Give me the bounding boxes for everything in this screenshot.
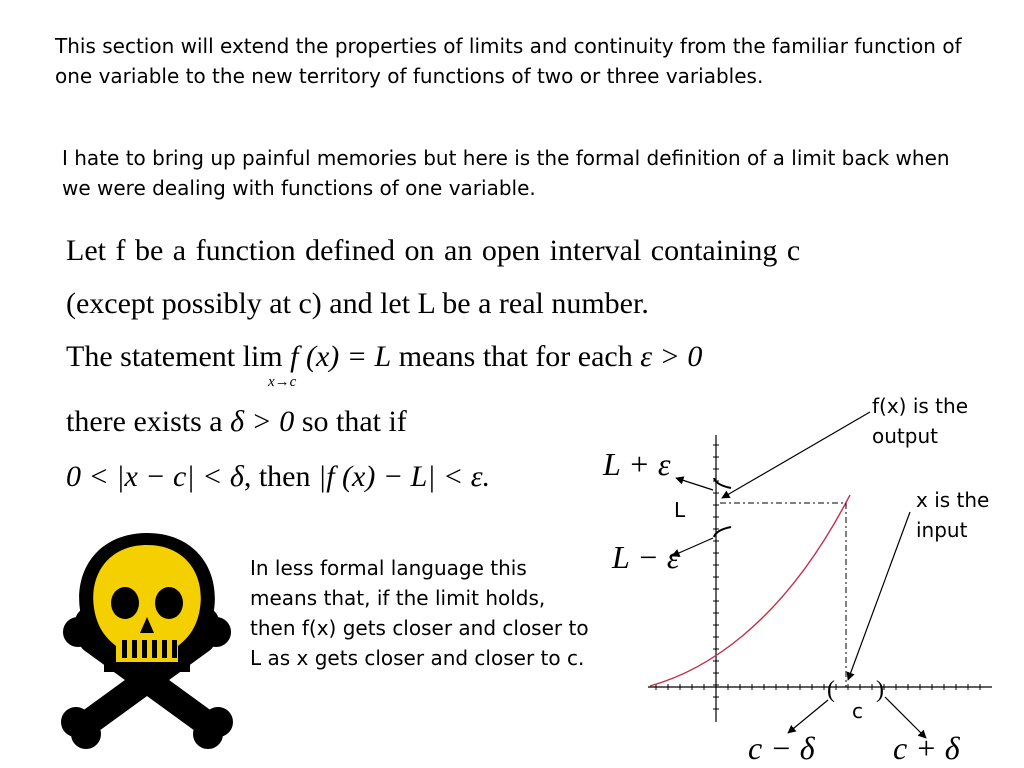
definition-line-3-middle: means that for each [391,340,641,373]
definition-line-3-start: The statement [66,340,243,373]
definition-line-1: Let f be a function defined on an open interval containing c [66,234,801,267]
L-plus-epsilon-arrow [676,478,713,490]
c-minus-delta-arrow [788,700,828,733]
delta-condition: δ > 0 [230,405,295,438]
informal-explanation: In less formal language this means that, if the limit holds, then f(x) gets closer and closer to L as x gets closer and closer to c. [250,556,589,670]
definition-line-5-then: , then [243,460,318,493]
intro-paragraph-1: This section will extend the properties of limits and continuity from the familiar function of one variable to the new territory of functions of two or three variables. [55,34,962,88]
x-input-label: x is the input [916,488,990,542]
epsilon-condition: ε > 0 [640,340,703,373]
fx-arrow [722,412,870,498]
definition-line-2: (except possibly at c) and let L be a real number. [66,287,649,320]
definition-line-4-start: there exists a [66,405,231,438]
intro-paragraph-2: I hate to bring up painful memories but here is the formal definition of a limit back when we were dealing with functions of one variable. [62,146,950,200]
definition-line-4-end: so that if [294,405,407,438]
L-minus-epsilon-label: L − ε [612,539,680,575]
lim-operator: lim [242,340,283,373]
epsilon-inequality: |f (x) − L| < ε. [317,460,491,493]
c-minus-delta-label: c − δ [748,730,815,766]
x-arrow [848,512,910,680]
fx-output-label: f(x) is the output [872,394,968,448]
close-paren: ) [876,677,884,703]
axes [648,435,992,722]
limit-expression: f (x) = L [290,340,392,373]
L-label: L [674,498,686,522]
delta-inequality: 0 < |x − c| < δ [66,460,244,493]
lim-subscript: x→c [268,374,297,390]
c-label: c [852,699,863,723]
L-plus-epsilon-label: L + ε [603,446,671,482]
c-plus-delta-label: c + δ [893,730,960,766]
open-paren: ( [827,677,835,703]
